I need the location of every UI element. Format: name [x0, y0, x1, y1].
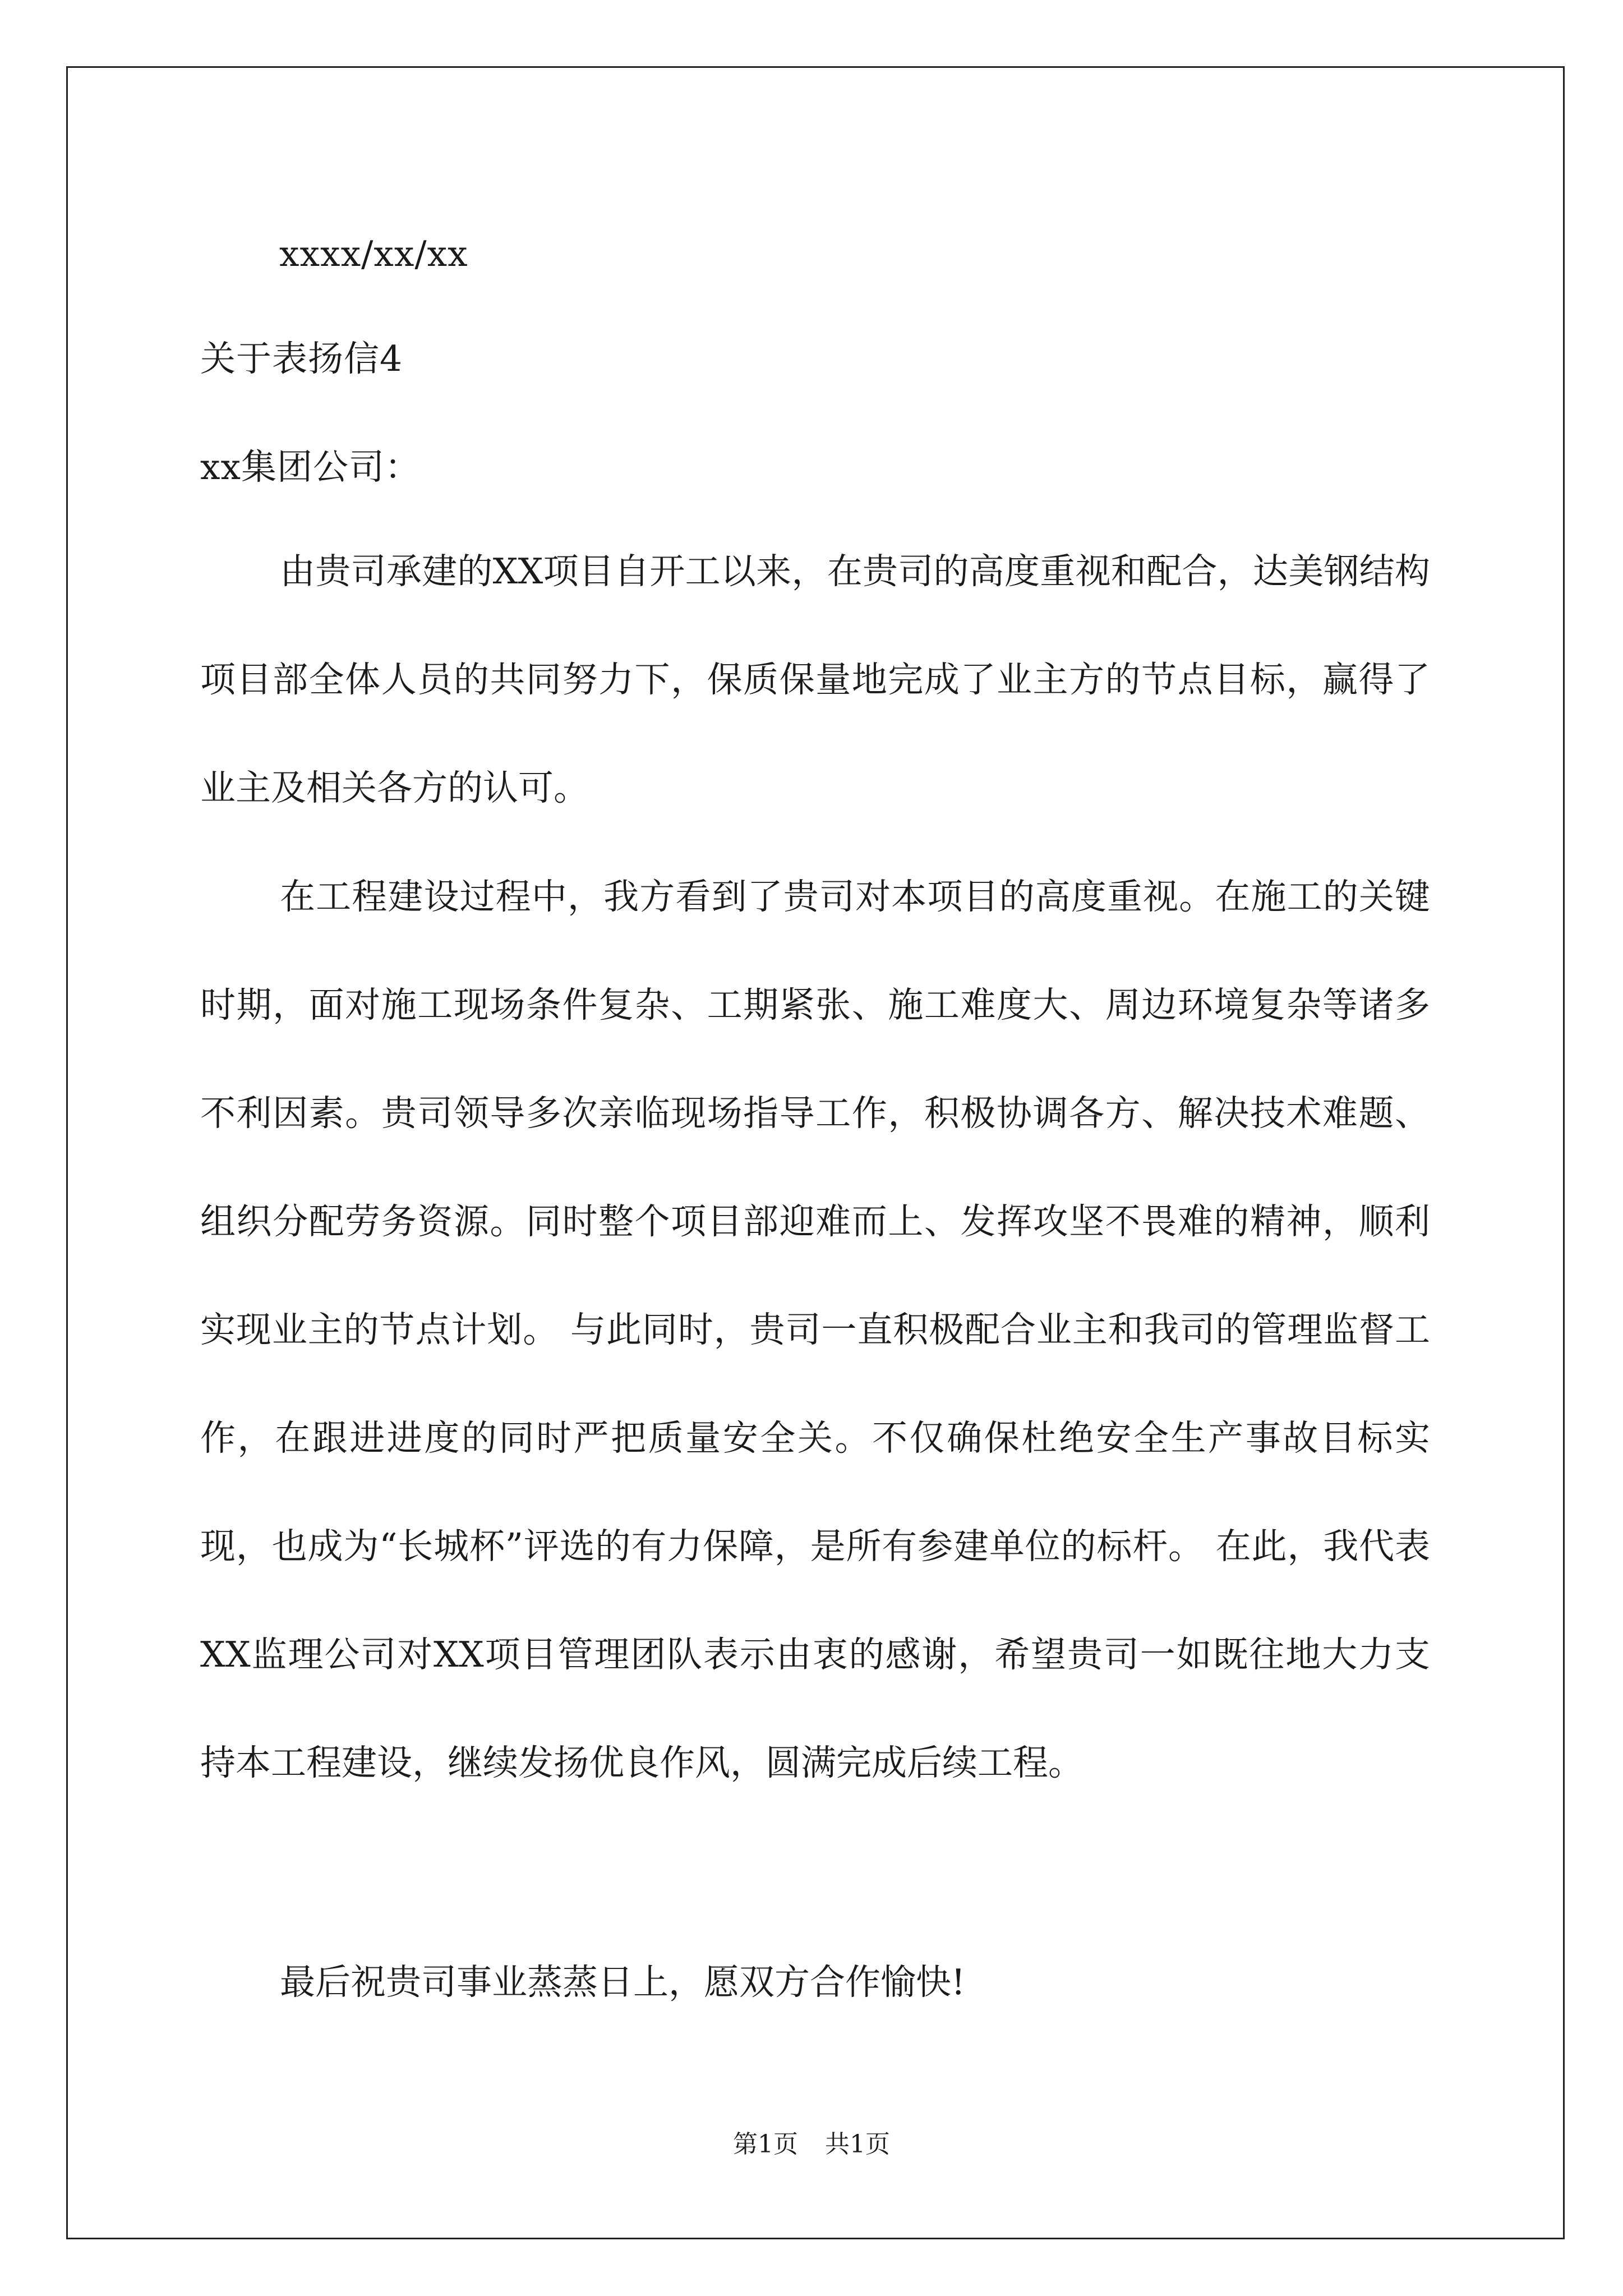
letter-salutation: xx集团公司： [200, 447, 421, 487]
body-paragraph: 在工程建设过程中，我方看到了贵司对本项目的高度重视。在施工的关键时期，面对施工现场条件复杂、工期紧张、施工难度大、周边环境复杂等诸多不利因素。贵司领导多次亲临现场指导工作，积极协调各方、解决技术难题、组织分配劳务资源。同时整个项目部迎难而上、发挥攻坚不畏难的精神，顺利实现业主的节点计划。 与此同时，贵司一直积极配合业主和我司的管理监督工作，在跟进进度的同时严把质量安全关。不仅确保杜绝安全生产事故目标实现，也成为“长城杯”评选的有力保障，是所有参建单位的标杆。 在此，我代表XX监理公司对XX项目管理团队表示由衷的感谢，希望贵司一如既往地大力支持本工程建设，继续发扬优良作风，圆满完成后续工程。 [200, 876, 1430, 1783]
closing-paragraph: 最后祝贵司事业蒸蒸日上，愿双方合作愉快! [280, 1962, 966, 2003]
page-total: 共1页 [825, 2130, 890, 2159]
page-number: 第1页 [733, 2130, 798, 2159]
page-footer [0, 2128, 1623, 2161]
letter-title: 关于表扬信4 [200, 338, 403, 379]
letter-date: xxxx/xx/xx [279, 233, 468, 274]
body-paragraph: 由贵司承建的XX项目自开工以来，在贵司的高度重视和配合，达美钢结构项目部全体人员的共同努力下，保质保量地完成了业主方的节点目标，赢得了业主及相关各方的认可。 [200, 551, 1430, 808]
